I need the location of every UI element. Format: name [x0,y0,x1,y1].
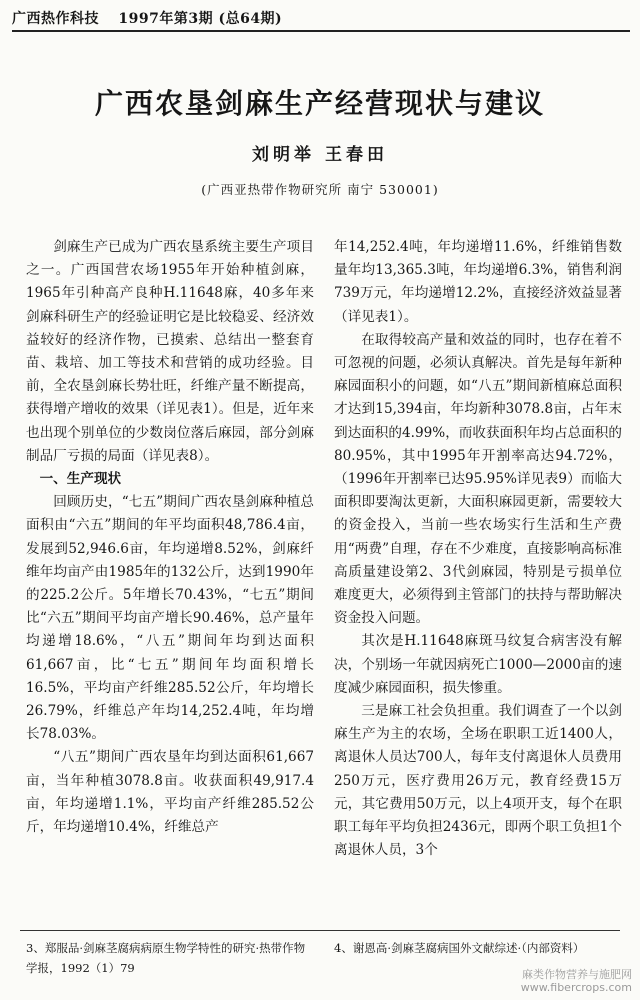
journal-header [12,8,630,32]
problem-paragraph-1: 在取得较高产量和效益的同时，也存在着不可忽视的问题，必须认真解决。首先是每年新种麻园面积小的问题，如“八五”期间新植麻总面积才达到15,394亩，年均新种3078.8亩，占年末到达面积的4.99%，而收获面积年均占总面积的80.95%，其中1995年开割率高达94.72%，（1996年开割率已达95.95%详见表9）而临大面积即要淘汰更新，大面积麻园更新，需要较大的资金投入，当前一些农场实行生活和生产费用“两费”自理，存在不少难度，直接影响高标准高质量建设第2、3代剑麻园，特别是亏损单位难度更大，必须得到主管部门的扶持与帮助解决资金投入问题。 [334,331,622,627]
section-heading: 一、生产现状 [39,471,122,488]
article-authors: 刘明举 王春田 [252,145,388,165]
left-column [26,236,314,839]
reference-4: 4、谢恩高·剑麻茎腐病国外文献综述·（内部资料） [334,941,585,955]
watermark-name: 麻类作物营养与施肥网 [522,968,632,981]
journal-issue: 1997年第3期 (总64期) [118,11,283,27]
journal-name: 广西热作科技 [12,11,99,27]
footer-divider [20,930,620,931]
problem-paragraph-2: 其次是H.11648麻斑马纹复合病害没有解决，个别场一年就因病死亡1000—2000亩的速度减少麻园面积，损失惨重。 [334,633,622,696]
site-watermark [521,968,632,994]
continued-paragraph: 年14,252.4吨，年均递增11.6%，纤维销售数量年均13,365.3吨，年均递增6.3%，销售利润739万元，年均递增12.2%，直接经济效益显著（详见表1）。 [334,239,622,325]
intro-paragraph: 剑麻生产已成为广西农垦系统主要生产项目之一。广西国营农场1955年开始种植剑麻，1965年引种高产良种H.11648麻，40多年来剑麻科研生产的经验证明它是比较稳妥、经济效益较好的经济作物，已摸索、总结出一整套育苗、栽培、加工等技术和营销的成功经验。目前，全农垦剑麻长势壮旺，纤维产量不断提高，获得增产增收的效果（详见表1）。但是，近年来也出现个别单位的少数岗位落后麻园，部分剑麻制品厂亏损的局面（详见表8）。 [26,239,314,464]
problem-paragraph-3: 三是麻工社会负担重。我们调查了一个以剑麻生产为主的农场，全场在职职工近1400人，离退休人员达700人，每年支付离退休人员费用250万元，医疗费用26万元，教育经费15万元，其它费用50万元，以上4项开支，每个在职职工每年平均负担2436元，即两个职工负担1个离退休人员，3个 [334,703,622,859]
watermark-url: www.fibercrops.com [520,981,632,994]
history-paragraph: 回顾历史，“七五”期间广西农垦剑麻种植总面积由“六五”期间的年平均面积48,786.4亩，发展到52,946.6亩，年均递增8.52%，剑麻纤维年均亩产由1985年的132公斤，达到1990年的225.2公斤。5年增长70.43%，“七五”期间比“六五”期间平均亩产增长90.46%，总产量年均递增18.6%，“八五”期间年均到达面积61,667亩，比“七五”期间年均面积增长16.5%，平均亩产纤维285.52公斤，年均增长26.79%，纤维总产年均14,252.4吨，年均增长78.03%。 [26,494,314,743]
author-affiliation: (广西亚热带作物研究所 南宁 530001) [201,182,439,197]
article-title: 广西农垦剑麻生产经营现状与建议 [94,87,545,120]
reference-3: 3、郑服品·剑麻茎腐病病原生物学特性的研究·热带作物学报，1992（1）79 [26,941,306,975]
eighth-five-paragraph: “八五”期间广西农垦年均到达面积61,667亩，当年种植3078.8亩。收获面积49,917.4亩，年均递增1.1%，平均亩产纤维285.52公斤，年均递增10.4%，纤维总产 [26,749,314,836]
right-column [334,236,622,862]
